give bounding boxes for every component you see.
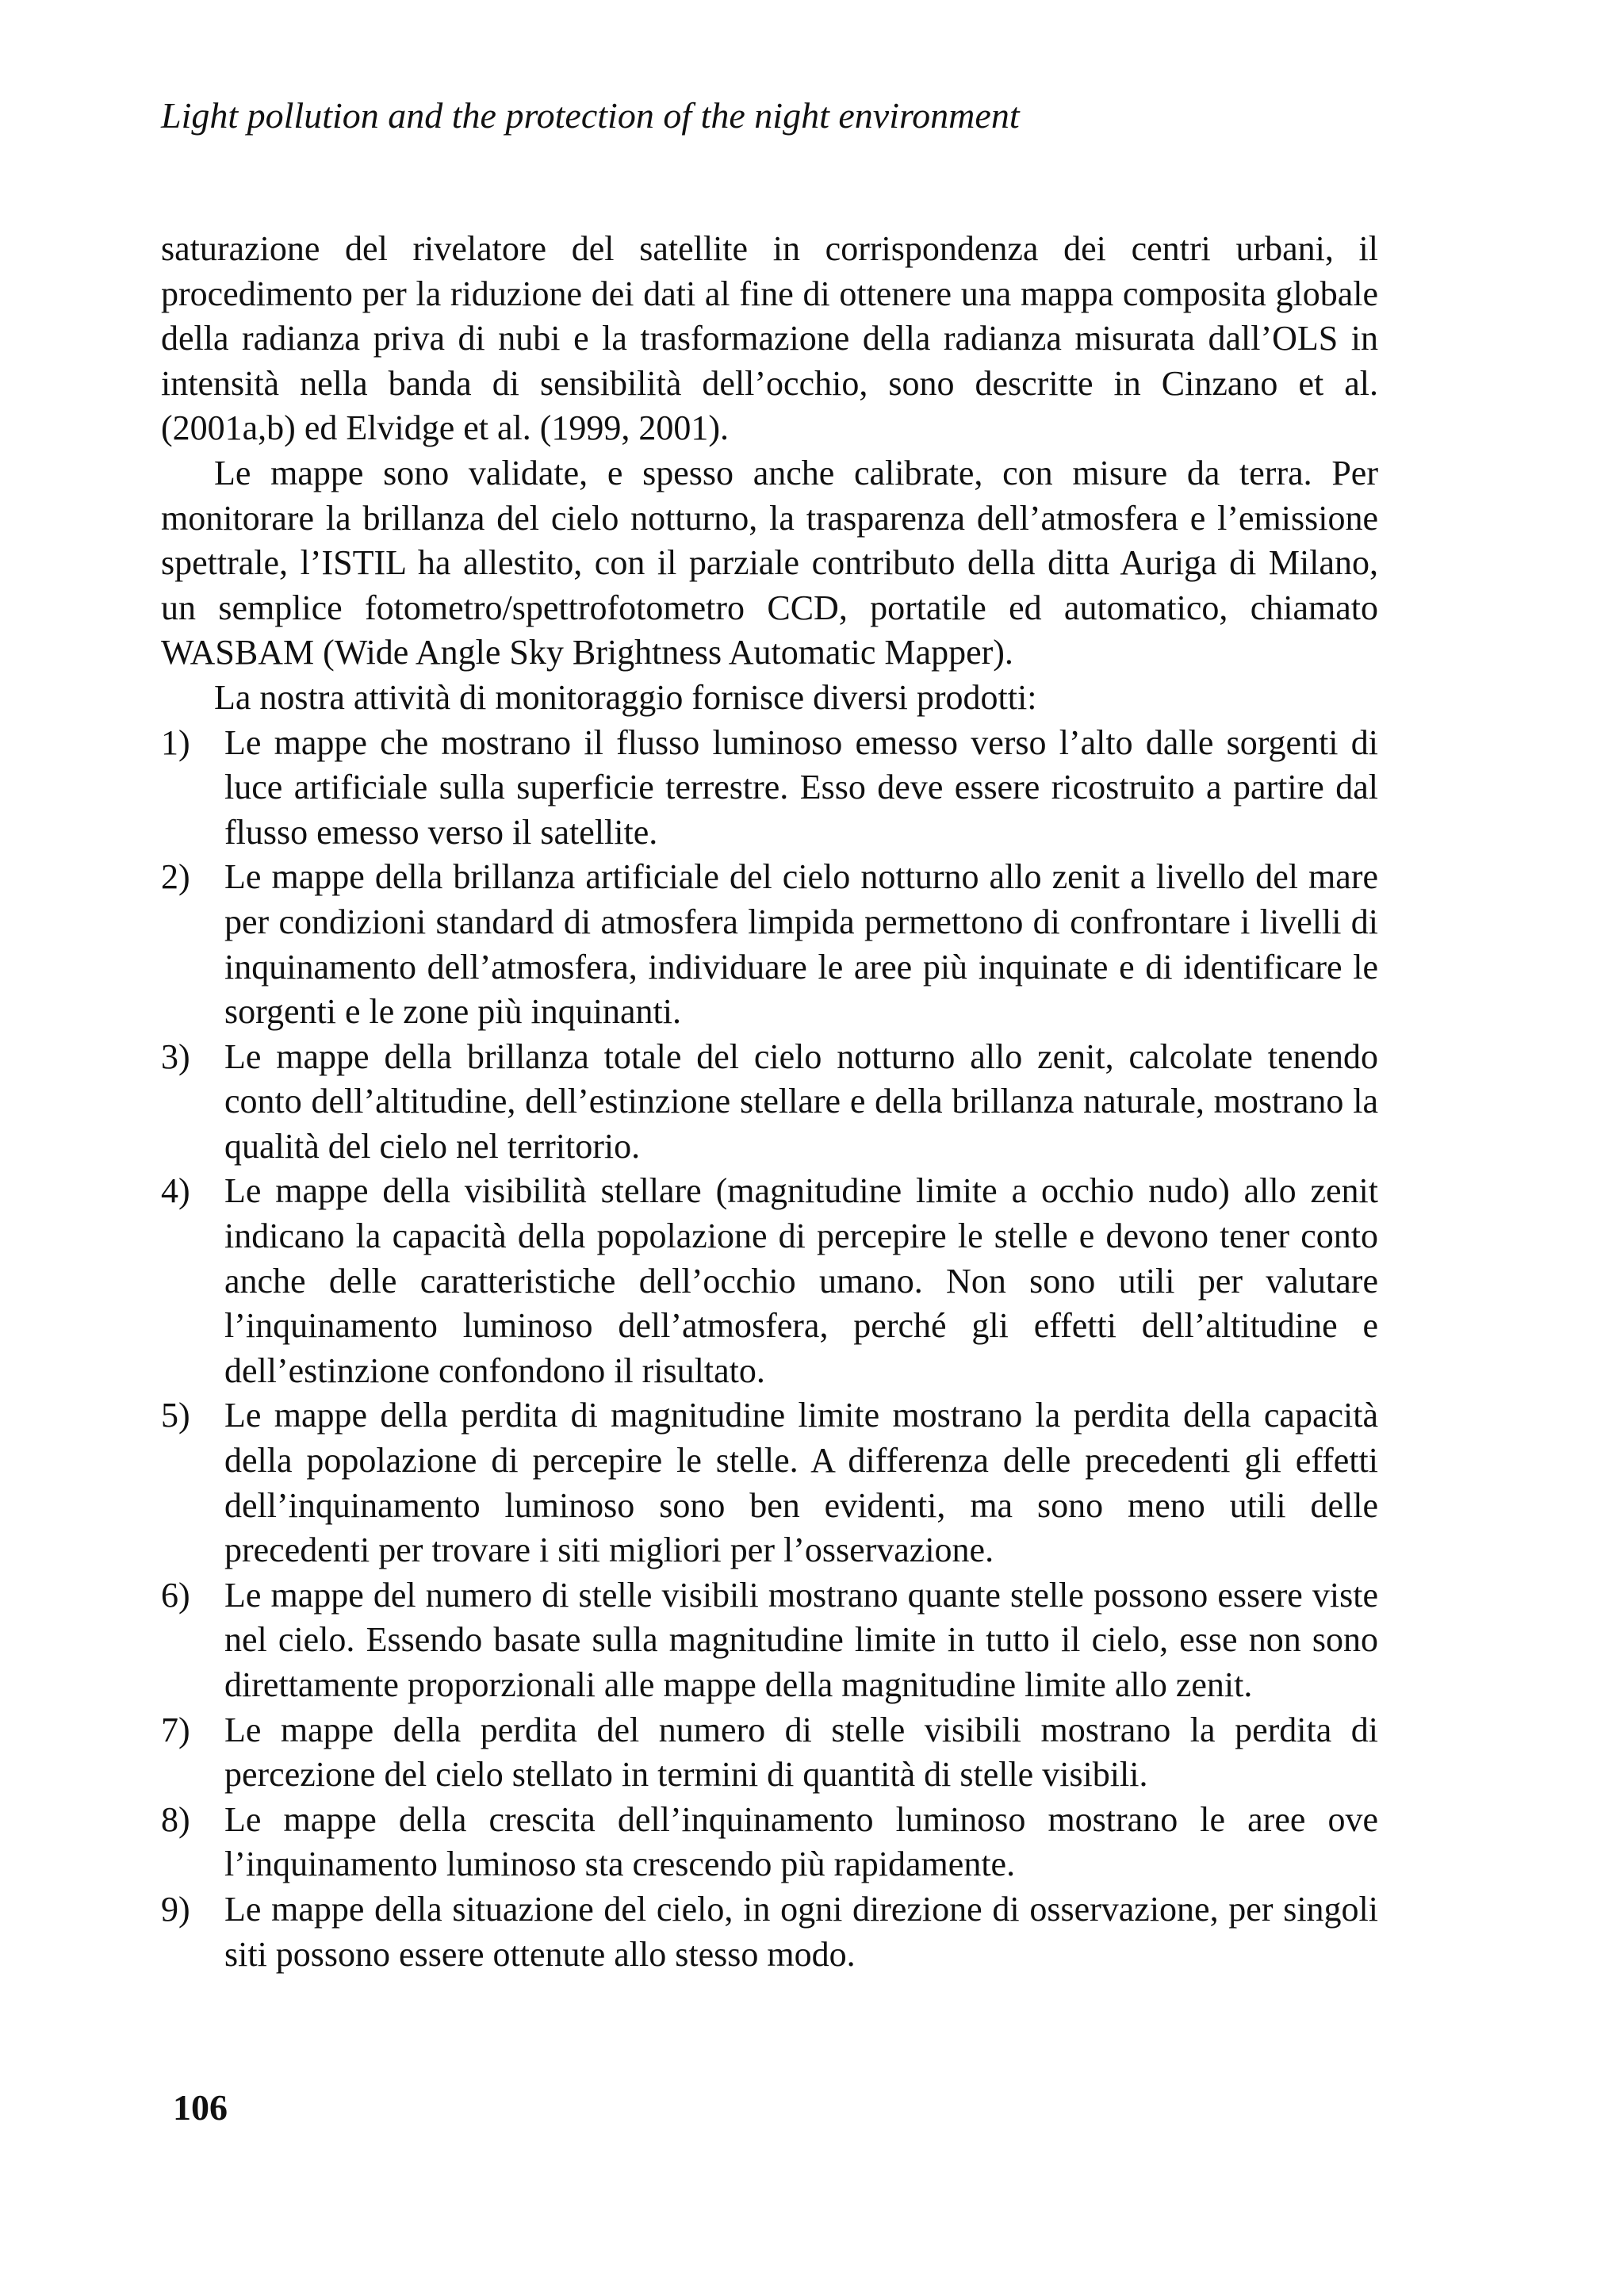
products-list xyxy=(161,721,1378,1978)
paragraph-3: La nostra attività di monitoraggio fornisce diversi prodotti: xyxy=(214,677,1037,717)
list-item-text: Le mappe della perdita di magnitudine limite mostrano la perdita della capacità della popolazione di percepire le stelle. A differenza delle precedenti gli effetti dell’inquinamento luminoso sono ben evidenti, ma sono meno utili delle precedenti per trovare i siti migliori per l’osservazione. xyxy=(224,1396,1378,1570)
list-number: 2) xyxy=(161,857,190,897)
list-number: 7) xyxy=(161,1710,190,1749)
page-number: 106 xyxy=(173,2087,228,2128)
list-item-text: Le mappe della brillanza totale del cielo notturno allo zenit, calcolate tenendo conto dell’altitudine, dell’estinzione stellare e della brillanza naturale, mostrano la qualità del cielo nel territorio. xyxy=(224,1036,1378,1166)
list-item-text: Le mappe della visibilità stellare (magnitudine limite a occhio nudo) allo zenit indicano la capacità della popolazione di percepire le stelle e devono tener conto anche delle caratteristiche dell’occhio umano. Non sono utili per valutare l’inquinamento luminoso dell’atmosfera, perché gli effetti dell’altitudine e dell’estinzione confondono il risultato. xyxy=(224,1171,1378,1390)
running-head: Light pollution and the protection of the night environment xyxy=(161,95,1020,136)
list-number: 3) xyxy=(161,1036,190,1076)
list-item-text: Le mappe della brillanza artificiale del cielo notturno allo zenit a livello del mare per condizioni standard di atmosfera limpida permettono di confrontare i livelli di inquinamento dell’atmosfera, individuare le aree più inquinate e di identificare le sorgenti e le zone più inquinanti. xyxy=(224,857,1378,1032)
list-item-7 xyxy=(161,1708,1378,1798)
list-number: 4) xyxy=(161,1171,190,1211)
list-item-2 xyxy=(161,855,1378,1034)
paragraph-1: saturazione del rivelatore del satellite in corrispondenza dei centri urbani, il procedimento per la riduzione dei dati al fine di ottenere una mappa composita globale della radianza priva di nubi e la trasformazione della radianza misurata dall’OLS in intensità nella banda di sensibilità dell’occhio, sono descritte in Cinzano et al. (2001a,b) ed Elvidge et al. (1999, 2001). xyxy=(161,229,1378,448)
list-item-text: Le mappe che mostrano il flusso luminoso emesso verso l’alto dalle sorgenti di luce artificiale sulla superficie terrestre. Esso deve essere ricostruito a partire dal flusso emesso verso il satellite. xyxy=(224,722,1378,852)
list-item-text: Le mappe della crescita dell’inquinamento luminoso mostrano le aree ove l’inquinamento luminoso sta crescendo più rapidamente. xyxy=(224,1799,1378,1884)
list-item-4 xyxy=(161,1169,1378,1393)
list-number: 8) xyxy=(161,1799,190,1839)
list-item-5 xyxy=(161,1393,1378,1573)
body-text xyxy=(161,227,1378,1977)
list-item-9 xyxy=(161,1887,1378,1977)
list-number: 6) xyxy=(161,1575,190,1615)
list-item-text: Le mappe della situazione del cielo, in ogni direzione di osservazione, per singoli siti possono essere ottenute allo stesso modo. xyxy=(224,1889,1378,1974)
list-item-text: Le mappe del numero di stelle visibili mostrano quante stelle possono essere viste nel cielo. Essendo basate sulla magnitudine limite in tutto il cielo, esse non sono direttamente proporzionali alle mappe della magnitudine limite allo zenit. xyxy=(224,1575,1378,1704)
paragraph-2: Le mappe sono validate, e spesso anche calibrate, con misure da terra. Per monitorare la brillanza del cielo notturno, la trasparenza dell’atmosfera e l’emissione spettrale, l’ISTIL ha allestito, con il parziale contributo della ditta Auriga di Milano, un semplice fotometro/spettrofotometro CCD, portatile ed automatico, chiamato WASBAM (Wide Angle Sky Brightness Automatic Mapper). xyxy=(161,453,1378,672)
list-number: 9) xyxy=(161,1889,190,1929)
list-number: 1) xyxy=(161,722,190,762)
list-item-1 xyxy=(161,721,1378,856)
list-number: 5) xyxy=(161,1396,190,1435)
list-item-8 xyxy=(161,1798,1378,1887)
list-item-text: Le mappe della perdita del numero di stelle visibili mostrano la perdita di percezione del cielo stellato in termini di quantità di stelle visibili. xyxy=(224,1710,1378,1795)
list-item-6 xyxy=(161,1573,1378,1708)
list-item-3 xyxy=(161,1035,1378,1170)
